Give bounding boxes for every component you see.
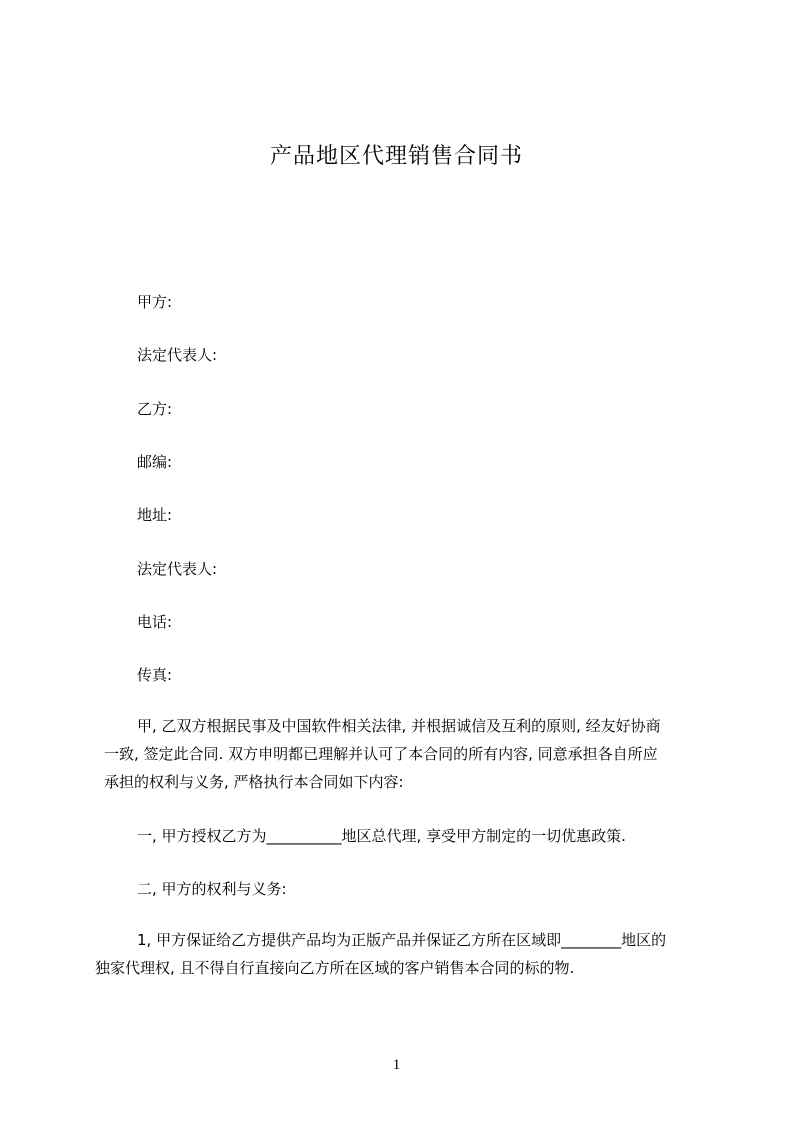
party-a-legal-rep-label: 法定代表人: [137, 346, 218, 364]
document-title: 产品地区代理销售合同书 [269, 144, 523, 169]
fax-label: 传真: [137, 666, 173, 684]
postcode-label: 邮编: [137, 453, 173, 471]
intro-line: 一致, 签定此合同. 双方申明都已理解并认可了本合同的所有内容, 同意承担各自所应 [104, 745, 658, 763]
party-b-label: 乙方: [137, 400, 173, 418]
clause-2-1-line: 独家代理权, 且不得自行直接向乙方所在区域的客户销售本合同的标的物. [95, 959, 575, 977]
phone-label: 电话: [137, 613, 173, 631]
address-label: 地址: [137, 506, 173, 524]
party-b-legal-rep-label: 法定代表人: [137, 560, 218, 578]
page-number: 1 [392, 1057, 401, 1073]
clause-1: 一, 甲方授权乙方为__________地区总代理, 享受甲方制定的一切优惠政策. [137, 827, 626, 845]
clause-2-1-paragraph [95, 926, 727, 982]
clause-2-1-line: 1, 甲方保证给乙方提供产品均为正版产品并保证乙方所在区域即________地区的 [137, 931, 667, 949]
intro-line: 甲, 乙双方根据民事及中国软件相关法律, 并根据诚信及互利的原则, 经友好协商 [137, 717, 661, 735]
party-a-label: 甲方: [137, 293, 173, 311]
intro-line: 承担的权利与义务, 严格执行本合同如下内容: [104, 773, 404, 791]
intro-paragraph [104, 712, 722, 796]
clause-2-heading: 二, 甲方的权利与义务: [137, 880, 287, 898]
